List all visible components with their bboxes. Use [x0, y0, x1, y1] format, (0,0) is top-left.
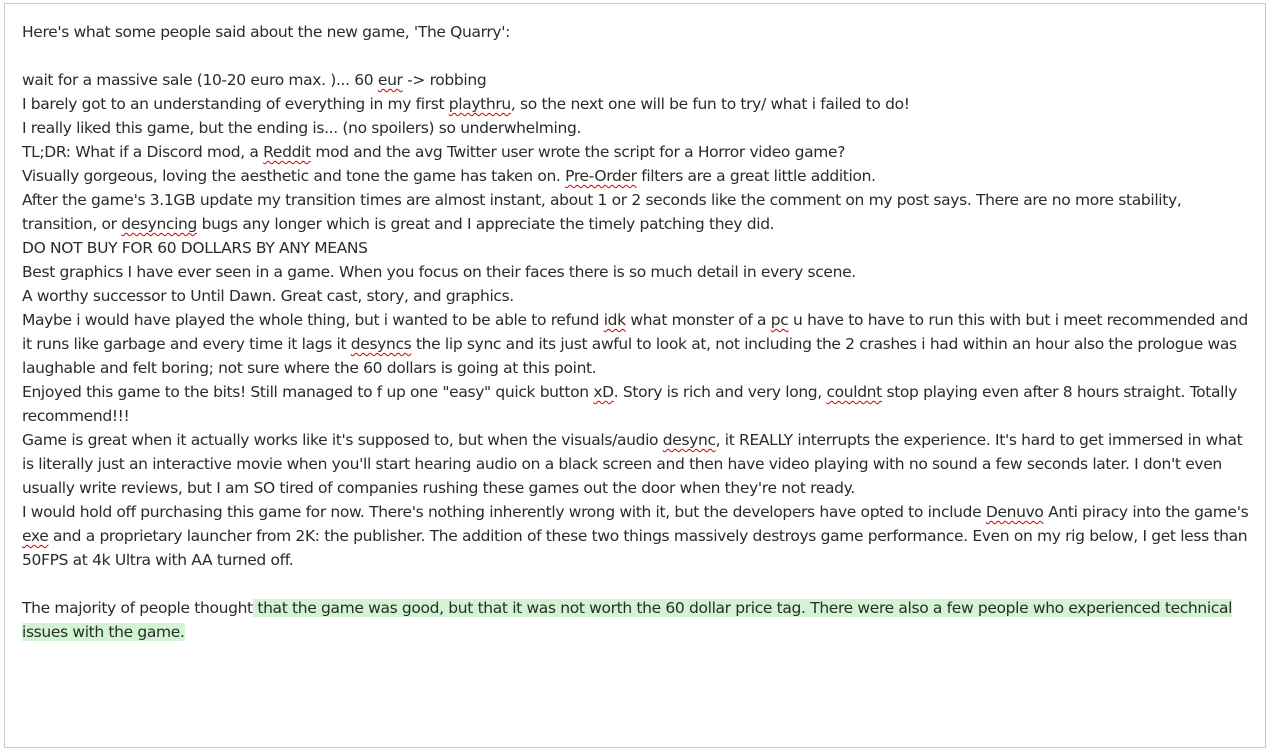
misspelled-word[interactable]: exe	[22, 527, 49, 545]
review-line	[22, 164, 1254, 188]
review-line	[22, 68, 1254, 92]
review-text: wait for a massive sale (10-20 euro max. )... 60	[22, 71, 378, 89]
review-text: Visually gorgeous, loving the aesthetic and tone the game has taken on.	[22, 167, 566, 185]
review-text: , so the next one will be fun to try/ what i failed to do!	[510, 95, 910, 113]
review-list	[22, 68, 1254, 572]
review-line	[22, 308, 1254, 380]
misspelled-word[interactable]: couldnt	[826, 383, 882, 401]
editor-content[interactable]	[22, 20, 1254, 644]
review-line	[22, 260, 1254, 284]
review-line	[22, 188, 1254, 236]
review-text: I really liked this game, but the ending is... (no spoilers) so underwhelming.	[22, 119, 582, 137]
text-editor[interactable]	[4, 3, 1266, 748]
summary-prefix: The majority of people thought	[22, 599, 253, 617]
review-text: bugs any longer which is great and I appreciate the timely patching they did.	[197, 215, 775, 233]
review-text: Maybe i would have played the whole thing, but i wanted to be able to refund	[22, 311, 604, 329]
review-text: . Story is rich and very long,	[613, 383, 827, 401]
review-text: mod and the avg Twitter user wrote the script for a Horror video game?	[310, 143, 846, 161]
review-text: filters are a great little addition.	[636, 167, 876, 185]
review-text: u have to have to run this with but i meet recommended and it runs like garbage and every time it lags it	[22, 311, 1248, 353]
misspelled-word[interactable]: Pre-Order	[565, 167, 637, 185]
review-text: and a proprietary launcher from 2K: the publisher. The addition of these two things massively destroys game performance. Even on my rig below, I get less than 50FPS at 4k Ultra with AA turned off.	[22, 527, 1248, 569]
review-text: DO NOT BUY FOR 60 DOLLARS BY ANY MEANS	[22, 239, 368, 257]
review-line	[22, 380, 1254, 428]
misspelled-word[interactable]: Reddit	[263, 143, 311, 161]
misspelled-word[interactable]: desyncs	[350, 335, 412, 353]
highlighted-completion[interactable]: that the game was good, but that it was not worth the 60 dollar price tag. There were also a few people who experienced technical issues with the game.	[22, 599, 1233, 641]
review-text: After the game's 3.1GB update my transition times are almost instant, about 1 or 2 seconds like the comment on my post says. There are no more stability, transition, or	[22, 191, 1182, 233]
review-line	[22, 140, 1254, 164]
misspelled-word[interactable]: idk	[603, 311, 626, 329]
review-text: TL;DR: What if a Discord mod, a	[22, 143, 264, 161]
review-line	[22, 92, 1254, 116]
blank-line	[22, 44, 1254, 68]
review-line	[22, 428, 1254, 500]
review-text: stop playing even after 8 hours straight. Totally recommend!!!	[22, 383, 1237, 425]
review-line	[22, 236, 1254, 260]
misspelled-word[interactable]: Denuvo	[985, 503, 1044, 521]
blank-line	[22, 572, 1254, 596]
review-text: I barely got to an understanding of everything in my first	[22, 95, 449, 113]
misspelled-word[interactable]: xD	[593, 383, 614, 401]
review-text: Game is great when it actually works like it's supposed to, but when the visuals/audio	[22, 431, 663, 449]
review-text: Best graphics I have ever seen in a game. When you focus on their faces there is so much detail in every scene.	[22, 263, 856, 281]
misspelled-word[interactable]: desync	[662, 431, 716, 449]
summary-line	[22, 596, 1254, 644]
misspelled-word[interactable]: desyncing	[121, 215, 198, 233]
review-text: -> robbing	[402, 71, 487, 89]
misspelled-word[interactable]: pc	[770, 311, 789, 329]
review-text: , it REALLY interrupts the experience. It's hard to get immersed in what is literally just an interactive movie when you'll start hearing audio on a black screen and then have video playing with no sound a few seconds later. I don't even usually write reviews, but I am SO tired of companies rushing these games out the door when they're not ready.	[22, 431, 1243, 497]
intro-line: Here's what some people said about the new game, 'The Quarry':	[22, 23, 511, 41]
review-line	[22, 284, 1254, 308]
review-text: A worthy successor to Until Dawn. Great cast, story, and graphics.	[22, 287, 514, 305]
misspelled-word[interactable]: eur	[377, 71, 403, 89]
review-text: I would hold off purchasing this game for now. There's nothing inherently wrong with it, but the developers have opted to include	[22, 503, 986, 521]
review-text: Enjoyed this game to the bits! Still managed to f up one "easy" quick button	[22, 383, 594, 401]
misspelled-word[interactable]: playthru	[448, 95, 511, 113]
review-text: the lip sync and its just awful to look at, not including the 2 crashes i had within an hour also the prologue was laughable and felt boring; not sure where the 60 dollars is going at this point.	[22, 335, 1237, 377]
review-line	[22, 116, 1254, 140]
review-line	[22, 500, 1254, 572]
review-text: what monster of a	[625, 311, 771, 329]
review-text: Anti piracy into the game's	[1043, 503, 1249, 521]
